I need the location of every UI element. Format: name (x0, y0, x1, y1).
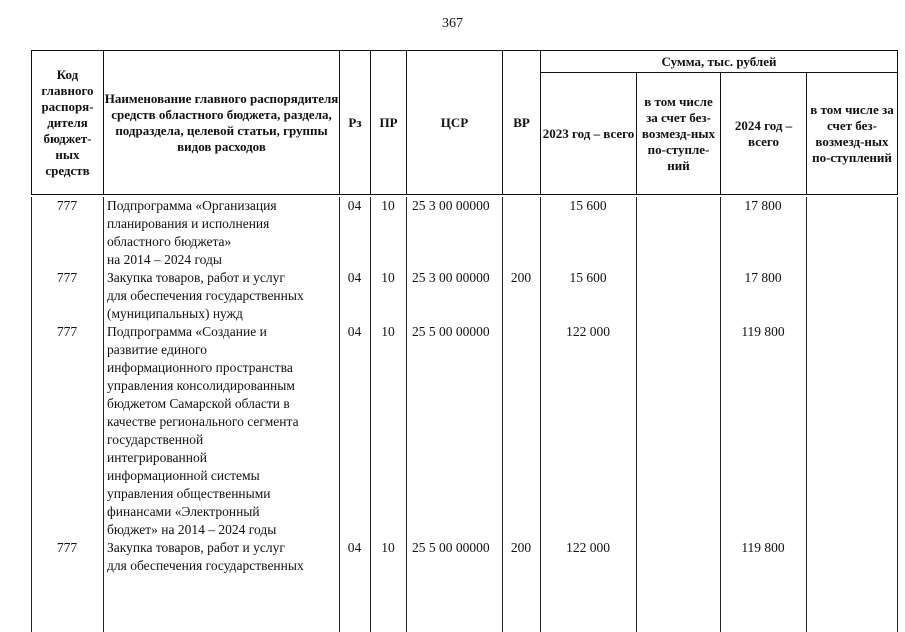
col-header-2024-total: 2024 год – всего (721, 73, 807, 195)
cell-2024-total: 119 800 (741, 324, 785, 339)
cell-csr: 25 3 00 00000 (412, 270, 490, 285)
table-header (31, 50, 898, 195)
name-line: информационного пространства (107, 360, 293, 375)
name-line: Подпрограмма «Создание и (107, 324, 267, 339)
name-line: Закупка товаров, работ и услуг (107, 540, 285, 555)
table-row (31, 323, 897, 539)
cell-vr: 200 (510, 540, 532, 555)
cell-vr (502, 323, 540, 539)
cell-2023-total: 122 000 (566, 540, 610, 555)
name-line: для обеспечения государственных (107, 558, 304, 573)
col-header-name: Наименование главного распорядителя средств областного бюджета, раздела, подраздела, целевой статьи, группы видов расходов (104, 51, 340, 195)
cell-2023-grants (636, 323, 720, 539)
cell-name (103, 269, 339, 323)
name-line: развитие единого (107, 342, 207, 357)
name-line: планирования и исполнения (107, 216, 270, 231)
name-line: качестве регионального сегмента (107, 414, 299, 429)
name-line: государственной (107, 432, 204, 447)
cell-name (103, 323, 339, 539)
cell-2023-grants (636, 539, 720, 575)
cell-pr: 10 (381, 324, 395, 339)
col-header-2024-grants: в том числе за счет без-возмезд-ных по-ступлений (807, 73, 898, 195)
name-line: управления консолидированным (107, 378, 295, 393)
name-line: бюджет» на 2014 – 2024 годы (107, 522, 277, 537)
cell-pr: 10 (381, 270, 395, 285)
name-line: управления общественными (107, 486, 271, 501)
col-header-pr: ПР (371, 51, 407, 195)
cell-2024-grants (806, 197, 897, 269)
cell-2024-total: 119 800 (741, 540, 785, 555)
cell-rz: 04 (347, 540, 362, 555)
cell-2024-total: 17 800 (744, 198, 782, 213)
name-line: Подпрограмма «Организация (107, 198, 277, 213)
table-row (31, 539, 897, 575)
cell-rz: 04 (347, 270, 362, 285)
cell-2024-grants (806, 539, 897, 575)
col-header-rz: Рз (340, 51, 371, 195)
cell-code: 777 (56, 270, 78, 285)
cell-vr (502, 197, 540, 269)
name-line: финансами «Электронный (107, 504, 260, 519)
cell-name (103, 197, 339, 269)
cell-2023-total: 15 600 (569, 198, 607, 213)
cell-vr: 200 (510, 270, 532, 285)
cell-rz: 04 (347, 324, 362, 339)
cell-code: 777 (56, 198, 78, 213)
budget-table (31, 197, 897, 575)
cell-pr: 10 (381, 198, 395, 213)
cell-2023-grants (636, 197, 720, 269)
cell-pr: 10 (381, 540, 395, 555)
cell-2023-total: 122 000 (566, 324, 610, 339)
name-line: Закупка товаров, работ и услуг (107, 270, 285, 285)
name-line: (муниципальных) нужд (107, 306, 243, 321)
name-line: бюджетом Самарской области в (107, 396, 290, 411)
cell-2024-grants (806, 323, 897, 539)
col-header-sum-group: Сумма, тыс. рублей (541, 51, 898, 73)
cell-name (103, 539, 339, 575)
table-body (31, 197, 897, 575)
cell-csr: 25 5 00 00000 (412, 540, 490, 555)
cell-csr: 25 3 00 00000 (412, 198, 490, 213)
cell-2024-total: 17 800 (744, 270, 782, 285)
col-header-2023-grants: в том числе за счет без-возмезд-ных по-ступле-ний (637, 73, 721, 195)
name-line: на 2014 – 2024 годы (107, 252, 222, 267)
col-header-vr: ВР (503, 51, 541, 195)
col-header-csr: ЦСР (407, 51, 503, 195)
name-line: областного бюджета» (107, 234, 232, 249)
name-line: интегрированной (107, 450, 207, 465)
table-row (31, 269, 897, 323)
cell-2023-grants (636, 269, 720, 323)
name-line: информационной системы (107, 468, 260, 483)
table-row (31, 197, 897, 269)
column-divider (897, 197, 898, 632)
name-line: для обеспечения государственных (107, 288, 304, 303)
col-header-2023-total: 2023 год – всего (541, 73, 637, 195)
cell-rz: 04 (347, 198, 362, 213)
page-number: 367 (442, 16, 463, 31)
cell-code: 777 (56, 324, 78, 339)
col-header-code: Код главного распоря-дителя бюджет-ных средств (32, 51, 104, 195)
cell-2023-total: 15 600 (569, 270, 607, 285)
cell-code: 777 (56, 540, 78, 555)
cell-2024-grants (806, 269, 897, 323)
cell-csr: 25 5 00 00000 (412, 324, 490, 339)
